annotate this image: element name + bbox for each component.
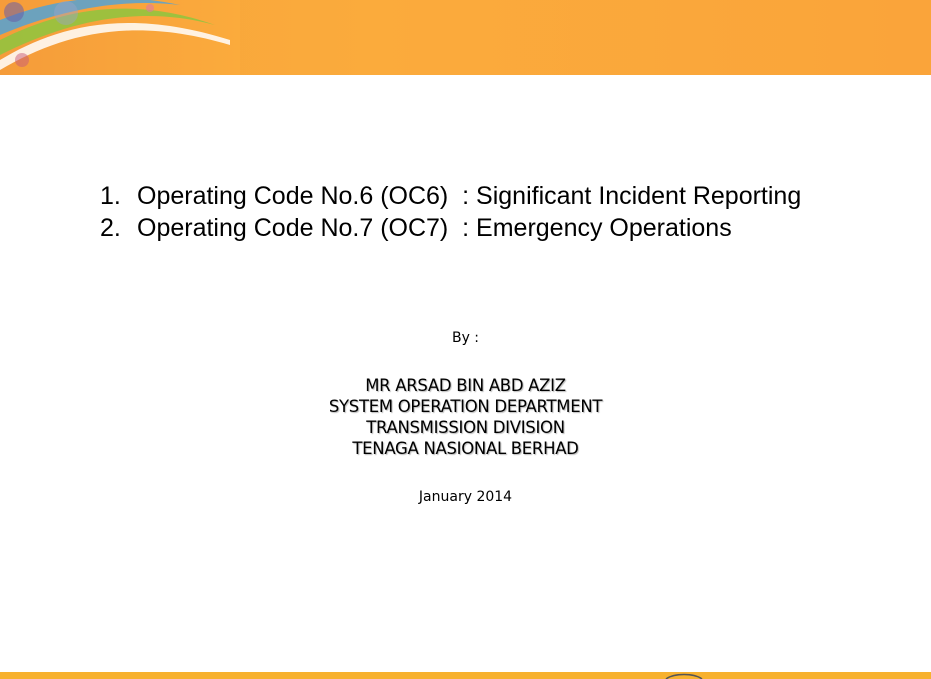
footer-bar	[0, 672, 931, 679]
topic-text: Operating Code No.7 (OC7) : Emergency Operations	[137, 214, 732, 242]
author-department: SYSTEM OPERATION DEPARTMENT	[328, 397, 603, 416]
decorative-swoosh	[0, 0, 240, 75]
author-company: TENAGA NASIONAL BERHAD	[352, 439, 579, 458]
topic-text: Operating Code No.6 (OC6) : Significant Incident Reporting	[137, 182, 802, 210]
author-name: MR ARSAD BIN ABD AZIZ	[365, 376, 566, 395]
footer-logo-mark	[664, 673, 704, 679]
topic-item	[100, 180, 900, 212]
topic-number: 2.	[100, 214, 121, 242]
topic-list	[100, 180, 900, 244]
author-block	[0, 375, 931, 459]
author-division: TRANSMISSION DIVISION	[366, 418, 565, 437]
by-label: By :	[451, 330, 480, 346]
presentation-date: January 2014	[418, 489, 513, 505]
topic-number: 1.	[100, 182, 121, 210]
topic-item	[100, 212, 900, 244]
